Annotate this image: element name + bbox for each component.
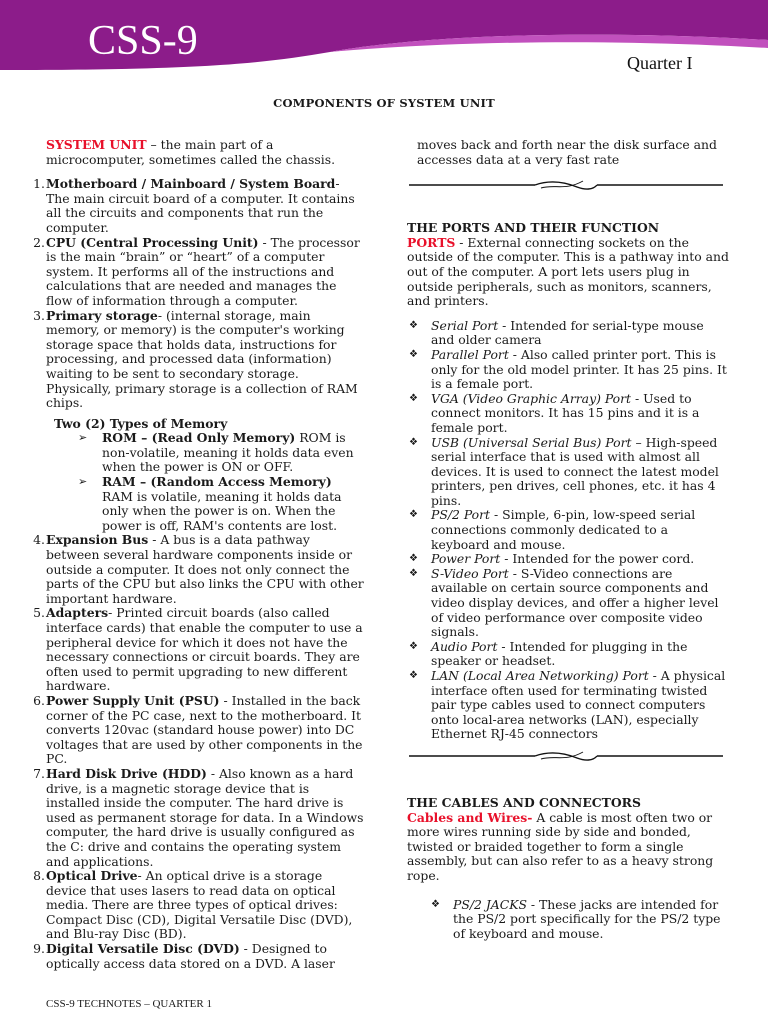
diamond-bullet-icon: ❖	[431, 898, 440, 910]
system-unit-intro	[46, 138, 364, 167]
list-item	[33, 532, 364, 606]
item-number: 5.	[33, 605, 45, 621]
diamond-bullet-icon: ❖	[409, 567, 418, 579]
ports-term: PORTS	[407, 234, 456, 250]
item-number: 8.	[33, 868, 45, 884]
port-text: - Also called printer port. This is only for the old model printer. It has 25 pins. It is a female port.	[431, 346, 727, 392]
item-text: - Also known as a hard drive, is a magnetic storage device that is installed inside the computer. The hard drive is used as permanent storage for data. In a Windows computer, the hard drive is usually configured as the C: drive and contains the operating system and applications.	[46, 765, 364, 869]
quarter-label: Quarter I	[627, 53, 693, 73]
port-item	[409, 565, 729, 640]
port-text: - A physical interface often used for terminating twisted pair type cables used to connect computers onto local-area networks (LAN), especially Ethernet RJ-45 connectors	[431, 668, 726, 742]
list-item	[33, 941, 364, 971]
item-number: 7.	[33, 765, 45, 781]
item-term: Adapters	[46, 605, 109, 621]
cables-heading: THE CABLES AND CONNECTORS	[407, 794, 641, 810]
port-text: - Intended for serial-type mouse and older camera	[431, 317, 704, 348]
cable-text: - These jacks are intended for the PS/2 port specifically for the PS/2 type of keyboard and mouse.	[453, 896, 721, 941]
item-text: - Printed circuit boards (also called interface cards) that enable the computer to use a peripheral device for which it does not have the necessary connections or circuit boards. They are often used to permit upgrading to new different hardware.	[46, 605, 363, 694]
intro-text: – the main part of a microcomputer, sometimes called the chassis.	[46, 137, 336, 167]
item-term: Primary storage	[46, 307, 158, 323]
item-text: - Installed in the back corner of the PC case, next to the motherboard. It converts 120vac (standard house power) into DC voltages that are used by other components in the PC.	[46, 692, 363, 767]
item-number: 4.	[33, 532, 45, 548]
item-number: 3.	[33, 307, 45, 323]
diamond-bullet-icon: ❖	[409, 392, 418, 404]
diamond-bullet-icon: ❖	[409, 640, 418, 652]
item-term: Motherboard / Mainboard / System Board	[46, 176, 336, 192]
port-text: - Used to connect monitors. It has 15 pins and it is a female port.	[431, 390, 700, 435]
arrow-bullet-icon: ➢	[78, 475, 88, 489]
item-text: - The processor is the main “brain” or “heart” of a computer system. It performs all of the instructions and calculations that are needed and manages the flow of information through a computer.	[46, 234, 360, 308]
memory-term: RAM – (Random Access Memory)	[102, 474, 332, 490]
item-number: 9.	[33, 941, 45, 957]
ports-list	[407, 319, 729, 742]
arrow-bullet-icon: ➢	[78, 431, 88, 445]
diamond-bullet-icon: ❖	[409, 436, 418, 448]
port-term: Power Port	[431, 551, 501, 567]
item-term: Power Supply Unit (PSU)	[46, 692, 220, 708]
port-text: - S-Video connections are available on certain source components and video display devices, and offer a higher level of video performance over composite video signals.	[431, 565, 719, 640]
left-column	[33, 137, 364, 971]
port-term: Parallel Port	[431, 346, 509, 362]
ports-text: - External connecting sockets on the outside of the computer. This is a pathway into and out of the computer. A port lets users plug in outside peripherals, such as monitors, scanners, and printers.	[407, 234, 729, 309]
port-text: – High-speed serial interface that is used with almost all devices. It is used to connect the latest model printers, pen drives, cell phones, etc. it has 4 pins.	[431, 434, 719, 508]
cable-term: PS/2 JACKS	[453, 896, 527, 912]
memory-term: ROM – (Read Only Memory)	[102, 430, 296, 446]
cables-term: Cables and Wires-	[407, 809, 533, 825]
item-text: - Designed to optically access data stored on a DVD. A laser	[46, 941, 335, 971]
list-item	[33, 176, 364, 235]
ports-heading: THE PORTS AND THEIR FUNCTION	[407, 220, 660, 236]
port-text: - Intended for the power cord.	[500, 551, 695, 567]
port-item	[409, 638, 729, 669]
ornament-divider	[407, 175, 725, 195]
memory-item	[78, 474, 364, 533]
ornament-divider	[407, 746, 725, 766]
item-text: - A bus is a data pathway between several hardware components inside or outside a computer. It does not only connect the parts of the CPU but also links the CPU with other important hardware.	[46, 532, 364, 606]
port-item	[409, 346, 729, 392]
item-term: Hard Disk Drive (HDD)	[46, 765, 207, 781]
diamond-bullet-icon: ❖	[409, 348, 418, 360]
port-term: LAN (Local Area Networking) Port	[431, 668, 649, 683]
right-column	[407, 138, 729, 941]
list-item	[33, 605, 364, 694]
port-item	[409, 434, 729, 509]
item-text: - (internal storage, main memory, or memory) is the computer's working storage space that holds data, instructions for processing, and processed data (information) waiting to be sent to secondary storage. Physically, primary storage is a collection of RAM chips.	[46, 307, 358, 411]
item-term: CPU (Central Processing Unit)	[46, 234, 259, 250]
dvd-continuation: moves back and forth near the disk surface and accesses data at a very fast rate	[417, 137, 717, 167]
port-term: Serial Port	[431, 317, 499, 333]
port-item	[409, 551, 729, 567]
port-term: USB (Universal Serial Bus) Port	[431, 434, 632, 450]
memory-text: ROM is non-volatile, meaning it holds data even when the power is ON or OFF.	[102, 430, 354, 475]
brand-title: CSS-9	[88, 18, 198, 64]
port-term: VGA (Video Graphic Array) Port	[431, 390, 632, 406]
port-term: Audio Port	[431, 638, 498, 654]
item-number: 6.	[33, 692, 45, 708]
port-text: - Simple, 6-pin, low-speed serial connections commonly dedicated to a keyboard and mouse.	[431, 507, 696, 552]
port-item	[409, 507, 729, 552]
diamond-bullet-icon: ❖	[409, 319, 418, 331]
memory-text: RAM is volatile, meaning it holds data only when the power is on. When the power is off, RAM's contents are lost.	[102, 488, 342, 533]
cables-text: A cable is most often two or more wires running side by side and bonded, twisted or braided together to form a single assembly, but can also refer to as a heavy strong rope.	[407, 809, 714, 883]
diamond-bullet-icon: ❖	[409, 553, 418, 565]
memory-heading: Two (2) Types of Memory	[54, 415, 228, 431]
item-term: Expansion Bus	[46, 532, 149, 548]
diamond-bullet-icon: ❖	[409, 509, 418, 521]
item-term: Digital Versatile Disc (DVD)	[46, 941, 240, 957]
item-text: - An optical drive is a storage device that uses lasers to read data on optical media. There are three types of optical drives: Compact Disc (CD), Digital Versatile Disc (DVD), and Blu-ray Disc (BD).	[46, 868, 353, 942]
component-list	[33, 176, 364, 971]
cables-list	[407, 898, 729, 942]
port-item	[409, 390, 729, 436]
page-footer: CSS-9 TECHNOTES – QUARTER 1	[46, 998, 212, 1010]
ports-intro	[407, 236, 729, 309]
item-term: Optical Drive	[46, 868, 138, 884]
port-item	[409, 668, 729, 742]
item-number: 2.	[33, 234, 45, 250]
list-item	[33, 692, 364, 767]
memory-types-list	[46, 431, 364, 533]
list-item	[33, 868, 364, 942]
cables-intro	[407, 811, 729, 884]
document-title: COMPONENTS OF SYSTEM UNIT	[273, 96, 495, 110]
cable-item	[431, 896, 729, 942]
list-item	[33, 765, 364, 869]
item-text: - The main circuit board of a computer. It contains all the circuits and components that run the computer.	[46, 176, 355, 235]
item-number: 1.	[33, 176, 45, 192]
memory-item	[78, 430, 364, 475]
port-text: - Intended for plugging in the speaker or headset.	[431, 638, 688, 669]
port-item	[409, 317, 729, 348]
diamond-bullet-icon: ❖	[409, 670, 418, 681]
intro-term: SYSTEM UNIT	[46, 137, 147, 152]
list-item	[33, 307, 364, 534]
port-term: PS/2 Port	[431, 507, 491, 523]
port-term: S-Video Port	[431, 565, 509, 581]
list-item	[33, 234, 364, 309]
